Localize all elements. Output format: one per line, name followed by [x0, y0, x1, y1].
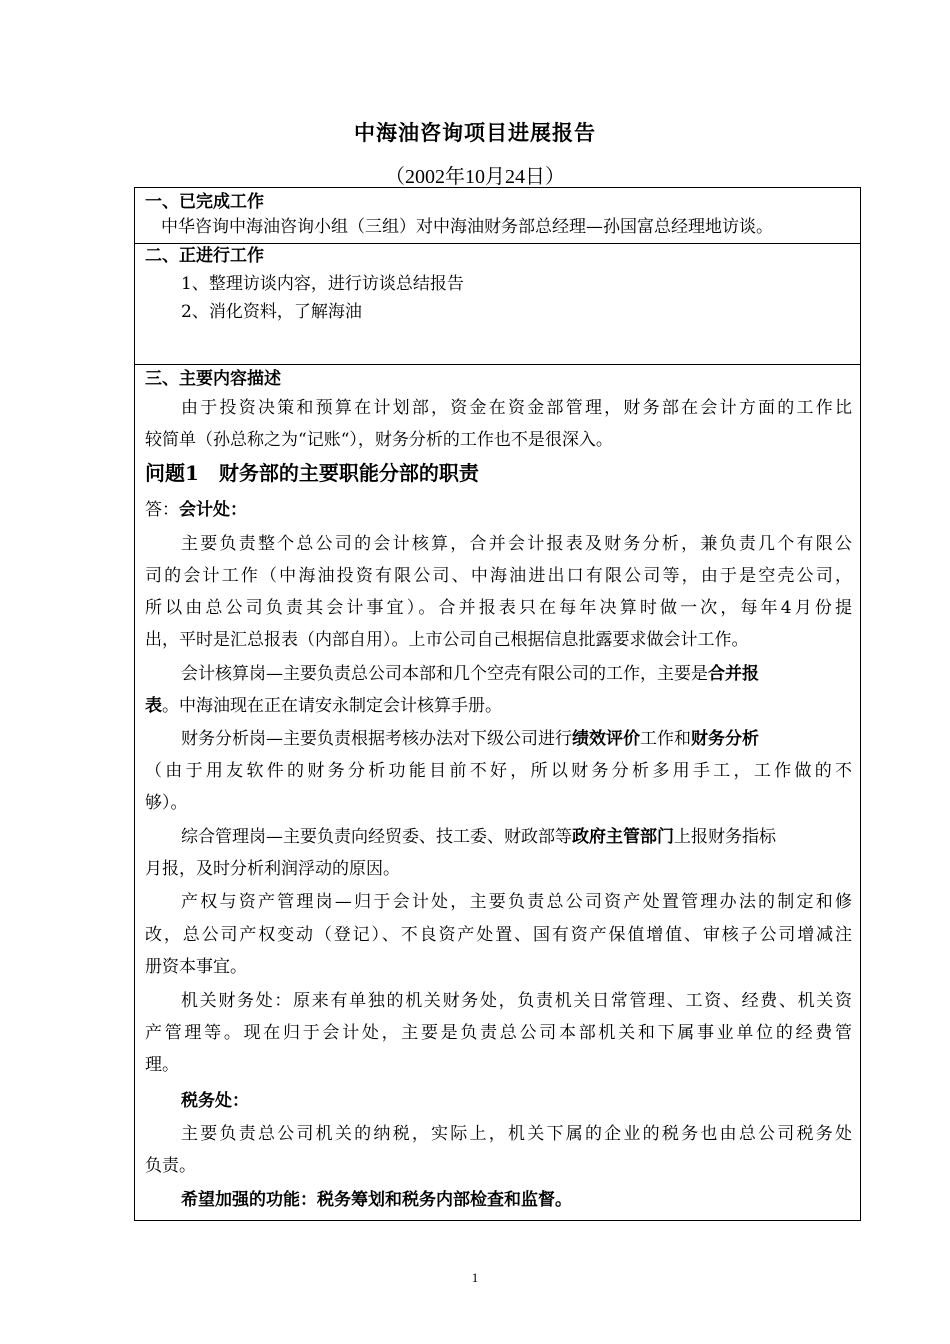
section-heading-main-content: 三、主要内容描述 — [145, 369, 281, 389]
in-progress-item: 1、整理访谈内容，进行访谈总结报告 — [181, 274, 464, 294]
para-text: 综合管理岗—主要负责向经贸委、技工委、财政部等 — [181, 827, 572, 847]
question-heading: 问题1 财务部的主要职能分部的职责 — [145, 461, 479, 485]
emphasis-text: 绩效评价 — [572, 729, 640, 749]
tax-label — [181, 1091, 852, 1111]
answer-label: 会计处： — [179, 500, 247, 520]
para-line: 产管理等。现在归于会计处，主要是负责总公司本部机关和下属事业单位的经费管 — [145, 1023, 852, 1043]
para-line — [181, 827, 852, 847]
tax-label-text: 税务处： — [181, 1091, 249, 1111]
para-line: 司的会计工作（中海油投资有限公司、中海油进出口有限公司等，由于是空壳公司， — [145, 566, 852, 586]
emphasis-text: 政府主管部门 — [572, 827, 674, 847]
para-line: 负责。 — [145, 1156, 196, 1176]
row-divider — [135, 364, 860, 365]
row-divider — [135, 243, 860, 244]
para-line: 够）。 — [145, 793, 188, 813]
answer-prefix: 答： — [145, 500, 179, 520]
para-line: 理。 — [145, 1055, 179, 1075]
answer-line — [145, 500, 852, 520]
report-table — [134, 187, 861, 1221]
emphasis-text: 财务分析 — [691, 729, 759, 749]
section-heading-completed: 一、已完成工作 — [145, 192, 264, 212]
page-number: 1 — [471, 1270, 479, 1285]
improvement-line — [181, 1190, 852, 1210]
emphasis-text: 表 — [145, 696, 162, 716]
para-line: 主要负责总公司机关的纳税，实际上，机关下属的企业的税务也由总公司税务处 — [181, 1124, 852, 1144]
para-text: 上报财务指标 — [674, 827, 776, 847]
para-text: 。中海油现在正在请安永制定会计核算手册。 — [162, 696, 502, 716]
para-line — [181, 729, 852, 749]
intro-line: 由于投资决策和预算在计划部，资金在资金部管理，财务部在会计方面的工作比 — [181, 398, 852, 418]
para-line: 改，总公司产权变动（登记）、不良资产处置、国有资产保值增值、审核子公司增减注 — [145, 925, 852, 945]
para-text: 财务分析岗—主要负责根据考核办法对下级公司进行 — [181, 729, 572, 749]
para-line: 所以由总公司负责其会计事宜）。合并报表只在每年决算时做一次，每年4月份提 — [145, 598, 852, 618]
para-line: 月报，及时分析利润浮动的原因。 — [145, 859, 400, 879]
improvement-text: 希望加强的功能：税务筹划和税务内部检查和监督。 — [181, 1190, 572, 1210]
para-line — [145, 696, 852, 716]
report-date: （2002年10月24日） — [385, 166, 565, 188]
para-line: 主要负责整个总公司的会计核算，合并会计报表及财务分析，兼负责几个有限公 — [181, 534, 852, 554]
para-line: 出，平时是汇总报表（内部自用）。上市公司自己根据信息批露要求做会计工作。 — [145, 630, 749, 650]
para-line — [181, 664, 852, 684]
para-text: 工作和 — [640, 729, 691, 749]
completed-text: 中华咨询中海油咨询小组（三组）对中海油财务部总经理—孙国富总经理地访谈。 — [161, 217, 773, 237]
para-text: 会计核算岗—主要负责总公司本部和几个空壳有限公司的工作，主要是 — [181, 664, 708, 684]
section-heading-in-progress: 二、正进行工作 — [145, 246, 264, 266]
intro-line: 较简单（孙总称之为“记账“），财务分析的工作也不是很深入。 — [145, 430, 613, 450]
emphasis-text: 合并报 — [708, 664, 759, 684]
para-line: 机关财务处：原来有单独的机关财务处，负责机关日常管理、工资、经费、机关资 — [181, 991, 852, 1011]
para-line: 产权与资产管理岗—归于会计处，主要负责总公司资产处置管理办法的制定和修 — [181, 892, 852, 912]
para-line: （由于用友软件的财务分析功能目前不好，所以财务分析多用手工，工作做的不 — [145, 761, 852, 781]
in-progress-item: 2、消化资料，了解海油 — [181, 302, 362, 322]
para-line: 册资本事宜。 — [145, 957, 247, 977]
document-title: 中海油咨询项目进展报告 — [354, 120, 596, 145]
